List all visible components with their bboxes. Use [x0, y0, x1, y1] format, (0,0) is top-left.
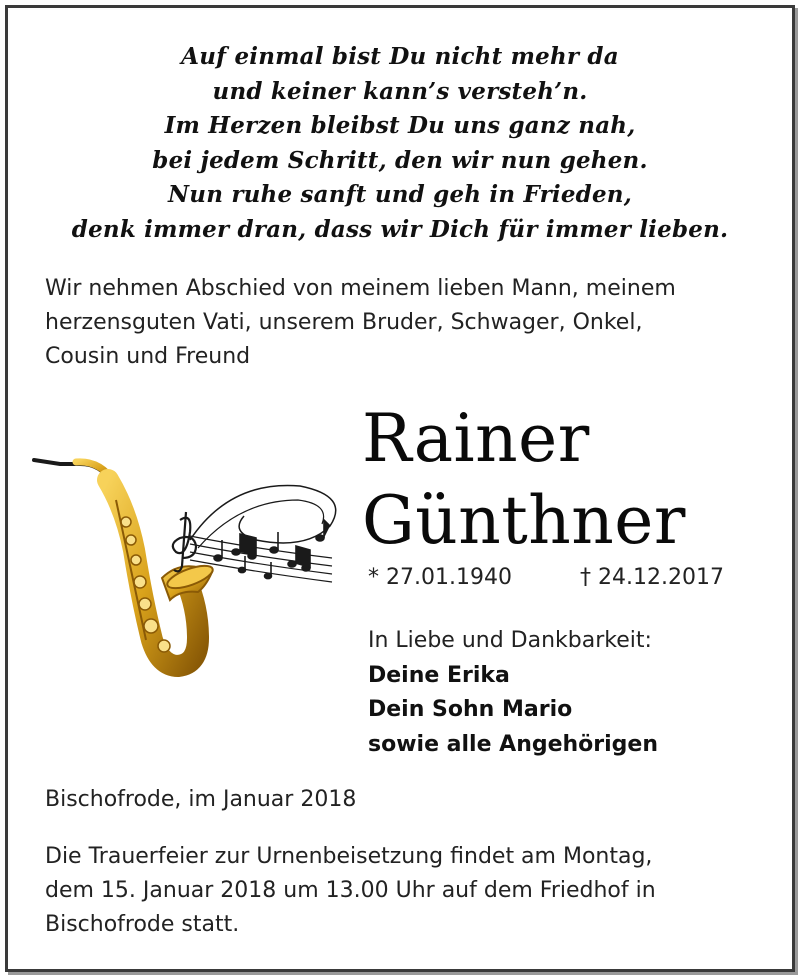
mourner: sowie alle Angehörigen: [368, 731, 659, 757]
death-date: † 24.12.2017: [580, 565, 724, 590]
farewell-intro: [45, 272, 765, 374]
poem-line: Nun ruhe sanft und geh in Frieden,: [168, 181, 632, 208]
signoff-intro: In Liebe und Dankbarkeit:: [368, 628, 652, 653]
mourner: Deine Erika: [368, 662, 510, 688]
mourners-block: [368, 624, 658, 762]
birth-date: * 27.01.1940: [368, 565, 512, 590]
poem-line: denk immer dran, dass wir Dich für immer lieben.: [71, 215, 729, 243]
intro-line: Wir nehmen Abschied von meinem lieben Mann, meinem: [45, 276, 676, 301]
deceased-name: [362, 398, 686, 562]
place-and-date: Bischofrode, im Januar 2018: [45, 787, 357, 812]
memorial-poem: [8, 40, 792, 247]
first-name: Rainer: [362, 400, 590, 477]
funeral-line: Bischofrode statt.: [45, 912, 240, 937]
saxophone-illustration: [30, 440, 360, 690]
intro-line: herzensguten Vati, unserem Bruder, Schwager, Onkel,: [45, 310, 643, 335]
funeral-line: dem 15. Januar 2018 um 13.00 Uhr auf dem Friedhof in: [45, 878, 656, 903]
funeral-line: Die Trauerfeier zur Urnenbeisetzung findet am Montag,: [45, 844, 653, 869]
poem-line: Im Herzen bleibst Du uns ganz nah,: [164, 112, 636, 139]
poem-line: bei jedem Schritt, den wir nun gehen.: [152, 146, 648, 174]
intro-line: Cousin und Freund: [45, 344, 251, 369]
saxophone-icon: [34, 460, 215, 666]
mourner: Dein Sohn Mario: [368, 697, 573, 722]
poem-line: Auf einmal bist Du nicht mehr da: [181, 43, 619, 70]
poem-line: und keiner kann’s versteh’n.: [212, 77, 588, 105]
funeral-notice: [45, 840, 765, 942]
last-name: Günthner: [362, 482, 686, 559]
